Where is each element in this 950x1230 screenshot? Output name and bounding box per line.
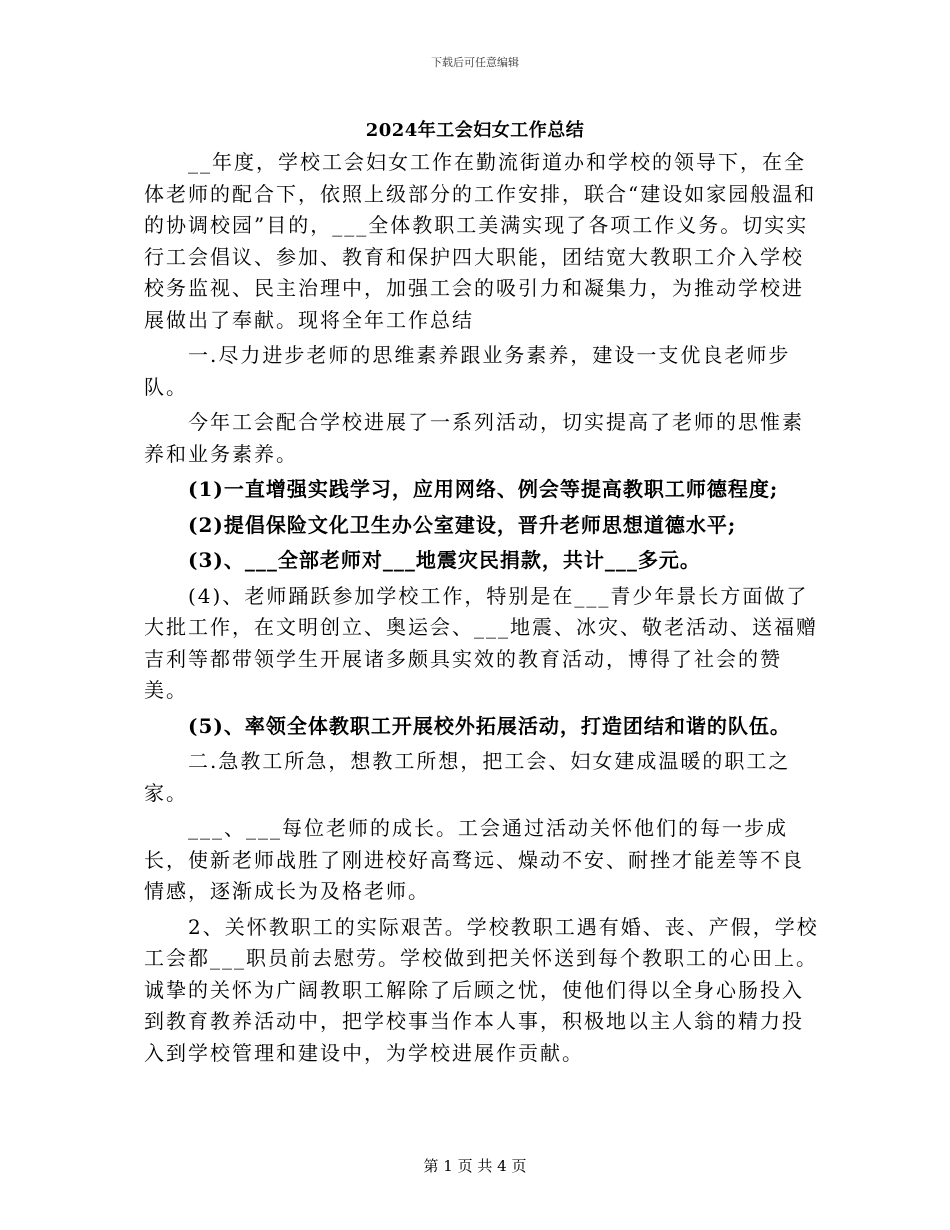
document-title: 2024年工会妇女工作总结 — [365, 120, 585, 141]
section-heading-2: 二.急教工所急，想教工所想，把工会、妇女建成温暖的职工之家。 — [144, 749, 791, 805]
header-note: 下载后可任意编辑 — [431, 56, 519, 69]
list-item-4: (4)、老师踊跃参加学校工作，特别是在___青少年景长方面做了大批工作，在文明创立、奥运会、___地震、冰灾、敬老活动、送福赠吉利等都带领学生开展诸多颇具实效的教育活动，博得了社会的赞美。 — [144, 583, 818, 702]
section-heading-1: 一.尽力进步老师的思维素养跟业务素养，建设一支优良老师步队。 — [144, 343, 791, 399]
list-item-3: (3)、___全部老师对___地震灾民捐款，共计___多元。 — [188, 548, 701, 572]
list-item-2: (2)提倡保险文化卫生办公室建设，晋升老师思想道德水平; — [188, 512, 737, 537]
page-number: 第 1 页 共 4 页 — [423, 1157, 527, 1175]
paragraph-section-2-1: ___、___每位老师的成长。工会通过活动关怀他们的每一步成长，使新老师战胜了刚进校好高骛远、燥动不安、耐挫才能差等不良情感，逐渐成长为及格老师。 — [144, 816, 804, 903]
list-item-1: (1)一直增强实践学习，应用网络、例会等提高教职工师德程度; — [188, 477, 779, 501]
paragraph-section-1: 今年工会配合学校进展了一系列活动，切实提高了老师的思惟素养和业务素养。 — [144, 410, 804, 466]
list-item-5: (5)、率领全体教职工开展校外拓展活动，打造团结和谐的队伍。 — [188, 713, 791, 738]
paragraph-section-2-2: 2、关怀教职工的实际艰苦。学校教职工遇有婚、丧、产假，学校工会都___职员前去慰劳。学校做到把关怀送到每个教职工的心田上。诚挚的关怀为广阔教职工解除了后顾之忧，使他们得以全身心肠投入到教育教养活动中，把学校事当作本人事，积极地以主人翁的精力投入到学校管理和建设中，为学校进展作贡献。 — [144, 914, 819, 1065]
document-body — [144, 147, 824, 1069]
paragraph-intro: __年度，学校工会妇女工作在勤流街道办和学校的领导下，在全体老师的配合下，依照上级部分的工作安排，联合“建设如家园般温和的协调校园”目的，___全体教职工美满实现了各项工作义务。切实实行工会倡议、参加、教育和保护四大职能，团结宽大教职工介入学校校务监视、民主治理中，加强工会的吸引力和凝集力，为推动学校进展做出了奉献。现将全年工作总结 — [144, 150, 817, 332]
